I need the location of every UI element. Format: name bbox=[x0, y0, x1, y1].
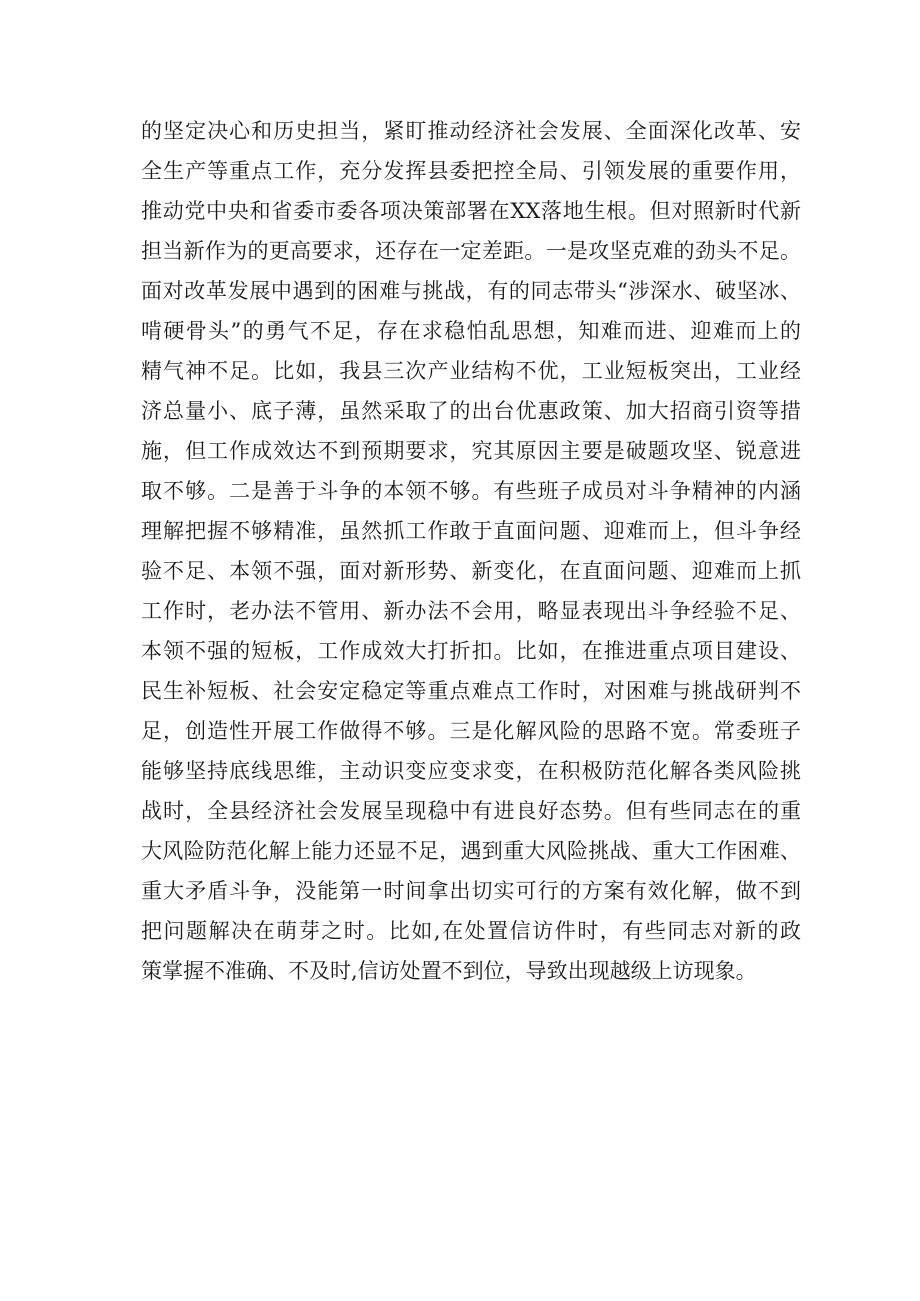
body-paragraph bbox=[141, 111, 801, 991]
text-line-6: 啃硬骨头”的勇气不足，存在求稳怕乱思想，知难而进、迎难而上的 bbox=[141, 319, 801, 343]
text-line-17: 能够坚持底线思维，主动识变应变求变，在积极防范化解各类风险挑 bbox=[141, 759, 801, 783]
text-line-5: 面对改革发展中遇到的困难与挑战，有的同志带头“涉深水、破坚冰、 bbox=[141, 279, 801, 303]
text-line-4: 担当新作为的更高要求，还存在一定差距。一是攻坚克难的劲头不足。 bbox=[141, 239, 801, 263]
text-line-16: 足，创造性开展工作做得不够。三是化解风险的思路不宽。常委班子 bbox=[141, 719, 801, 743]
text-line-12: 验不足、本领不强，面对新形势、新变化，在直面问题、迎难而上抓 bbox=[141, 559, 801, 583]
text-line-10: 取不够。二是善于斗争的本领不够。有些班子成员对斗争精神的内涵 bbox=[141, 479, 801, 503]
text-line-8: 济总量小、底子薄，虽然采取了的出台优惠政策、加大招商引资等措 bbox=[141, 399, 801, 423]
text-line-13: 工作时，老办法不管用、新办法不会用，略显表现出斗争经验不足、 bbox=[141, 599, 801, 623]
text-line-22: 策掌握不准确、不及时,信访处置不到位，导致出现越级上访现象。 bbox=[141, 959, 757, 983]
text-line-2: 全生产等重点工作，充分发挥县委把控全局、引领发展的重要作用， bbox=[141, 159, 801, 183]
text-line-18: 战时，全县经济社会发展呈现稳中有进良好态势。但有些同志在的重 bbox=[141, 799, 801, 823]
text-line-19: 大风险防范化解上能力还显不足，遇到重大风险挑战、重大工作困难、 bbox=[141, 839, 801, 863]
text-line-20: 重大矛盾斗争，没能第一时间拿出切实可行的方案有效化解，做不到 bbox=[141, 879, 801, 903]
text-line-9: 施，但工作成效达不到预期要求，究其原因主要是破题攻坚、锐意进 bbox=[141, 439, 801, 463]
text-line-11: 理解把握不够精准，虽然抓工作敢于直面问题、迎难而上，但斗争经 bbox=[141, 519, 801, 543]
text-line-7: 精气神不足。比如，我县三次产业结构不优，工业短板突出，工业经 bbox=[141, 359, 801, 383]
text-line-1: 的坚定决心和历史担当，紧盯推动经济社会发展、全面深化改革、安 bbox=[141, 119, 801, 143]
text-line-3: 推动党中央和省委市委各项决策部署在XX落地生根。但对照新时代新 bbox=[141, 199, 801, 223]
text-line-15: 民生补短板、社会安定稳定等重点难点工作时，对困难与挑战研判不 bbox=[141, 679, 801, 703]
text-line-21: 把问题解决在萌芽之时。比如,在处置信访件时，有些同志对新的政 bbox=[141, 919, 801, 943]
text-line-14: 本领不强的短板，工作成效大打折扣。比如，在推进重点项目建设、 bbox=[141, 639, 801, 663]
